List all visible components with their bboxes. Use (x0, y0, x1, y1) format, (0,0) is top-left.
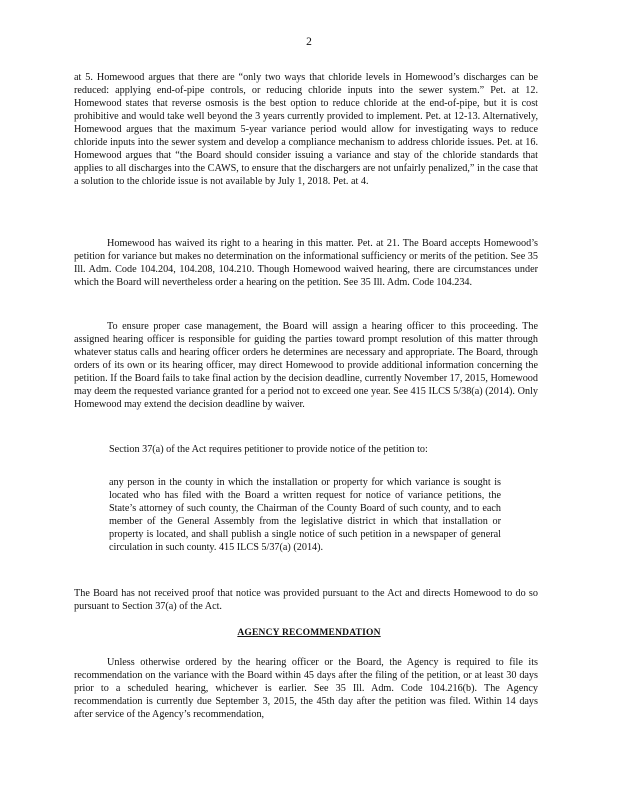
paragraph-text: Homewood has waived its right to a hearing in this matter. Pet. at 21. The Board accepts Homewood’s petition for variance but makes no determination on the informational sufficiency or merits of the petition. See 35 Ill. Adm. Code 104.204, 104.208, 104.210. Though Homewood waived hearing, there are circumstances under which the Board will nevertheless order a hearing on the petition. See 35 Ill. Adm. Code 104.234. (74, 238, 538, 288)
section-heading-text: AGENCY RECOMMENDATION (237, 628, 381, 638)
paragraph-text: To ensure proper case management, the Board will assign a hearing officer to this proceeding. The assigned hearing officer is responsible for guiding the parties toward prompt resolution of this matter through whatever status calls and hearing officer orders he determines are necessary and appropriate. The Board, through orders of its own or its hearing officer, may direct Homewood to provide additional information concerning the petition. If the Board fails to take final action by the decision deadline, currently November 17, 2015, Homewood may deem the requested variance granted for a period not to exceed one year. See 415 ILCS 5/38(a) (2014). Only Homewood may extend the decision deadline by waiver. (74, 321, 538, 410)
section-heading (0, 628, 618, 638)
page-number: 2 (306, 36, 312, 48)
paragraph-notice-direction (74, 587, 538, 613)
block-quote-section-37a: any person in the county in which the installation or property for which variance is sought is located who has filed with the Board a written request for notice of variance petitions, the State’s attorney of such county, the Chairman of the County Board of such county, and to each member of the General Assembly from the legislative district in which that installation or property is located, and shall publish a single notice of such petition in a newspaper of general circulation in such county. 415 ILCS 5/37(a) (2014). (109, 477, 501, 553)
paragraph-hearing-waiver (74, 237, 538, 289)
paragraph-case-management (74, 320, 538, 411)
paragraph-text: Unless otherwise ordered by the hearing officer or the Board, the Agency is required to file its recommendation on the variance with the Board within 45 days after the filing of the petition, or at least 30 days prior to a scheduled hearing, whichever is earlier. See 35 Ill. Adm. Code 104.216(b). The Agency recommendation is currently due September 3, 2015, the 45th day after the petition was filed. Within 14 days after service of the Agency’s recommendation, (74, 657, 538, 720)
paragraph-petition-arguments (74, 71, 538, 188)
paragraph-agency-recommendation (74, 656, 538, 721)
paragraph-text: at 5. Homewood argues that there are “only two ways that chloride levels in Homewood’s discharges can be reduced: applying end-of-pipe controls, or reducing chloride inputs into the sewer system.” Pet. at 12. Homewood states that reverse osmosis is the best option to reduce chloride at the end-of-pipe, but it is cost prohibitive and would take well beyond the 3 years currently provided to implement. Pet. at 12-13. Alternatively, Homewood argues that the maximum 5-year variance period would allow for investigating ways to reduce chloride inputs into the sewer system and develop a compliance mechanism to address chloride issues. Pet. at 16. Homewood argues that “the Board should consider issuing a variance and stay of the chloride standards that applies to all discharges into the CAWS, to ensure that the dischargers are not unfairly penalized,” in the case that a solution to the chloride issue is not available by July 1, 2018. Pet. at 4. (74, 72, 538, 187)
paragraph-notice-requirement: Section 37(a) of the Act requires petitioner to provide notice of the petition to: (109, 444, 428, 455)
paragraph-text: The Board has not received proof that notice was provided pursuant to the Act and directs Homewood to do so pursuant to Section 37(a) of the Act. (74, 588, 538, 612)
